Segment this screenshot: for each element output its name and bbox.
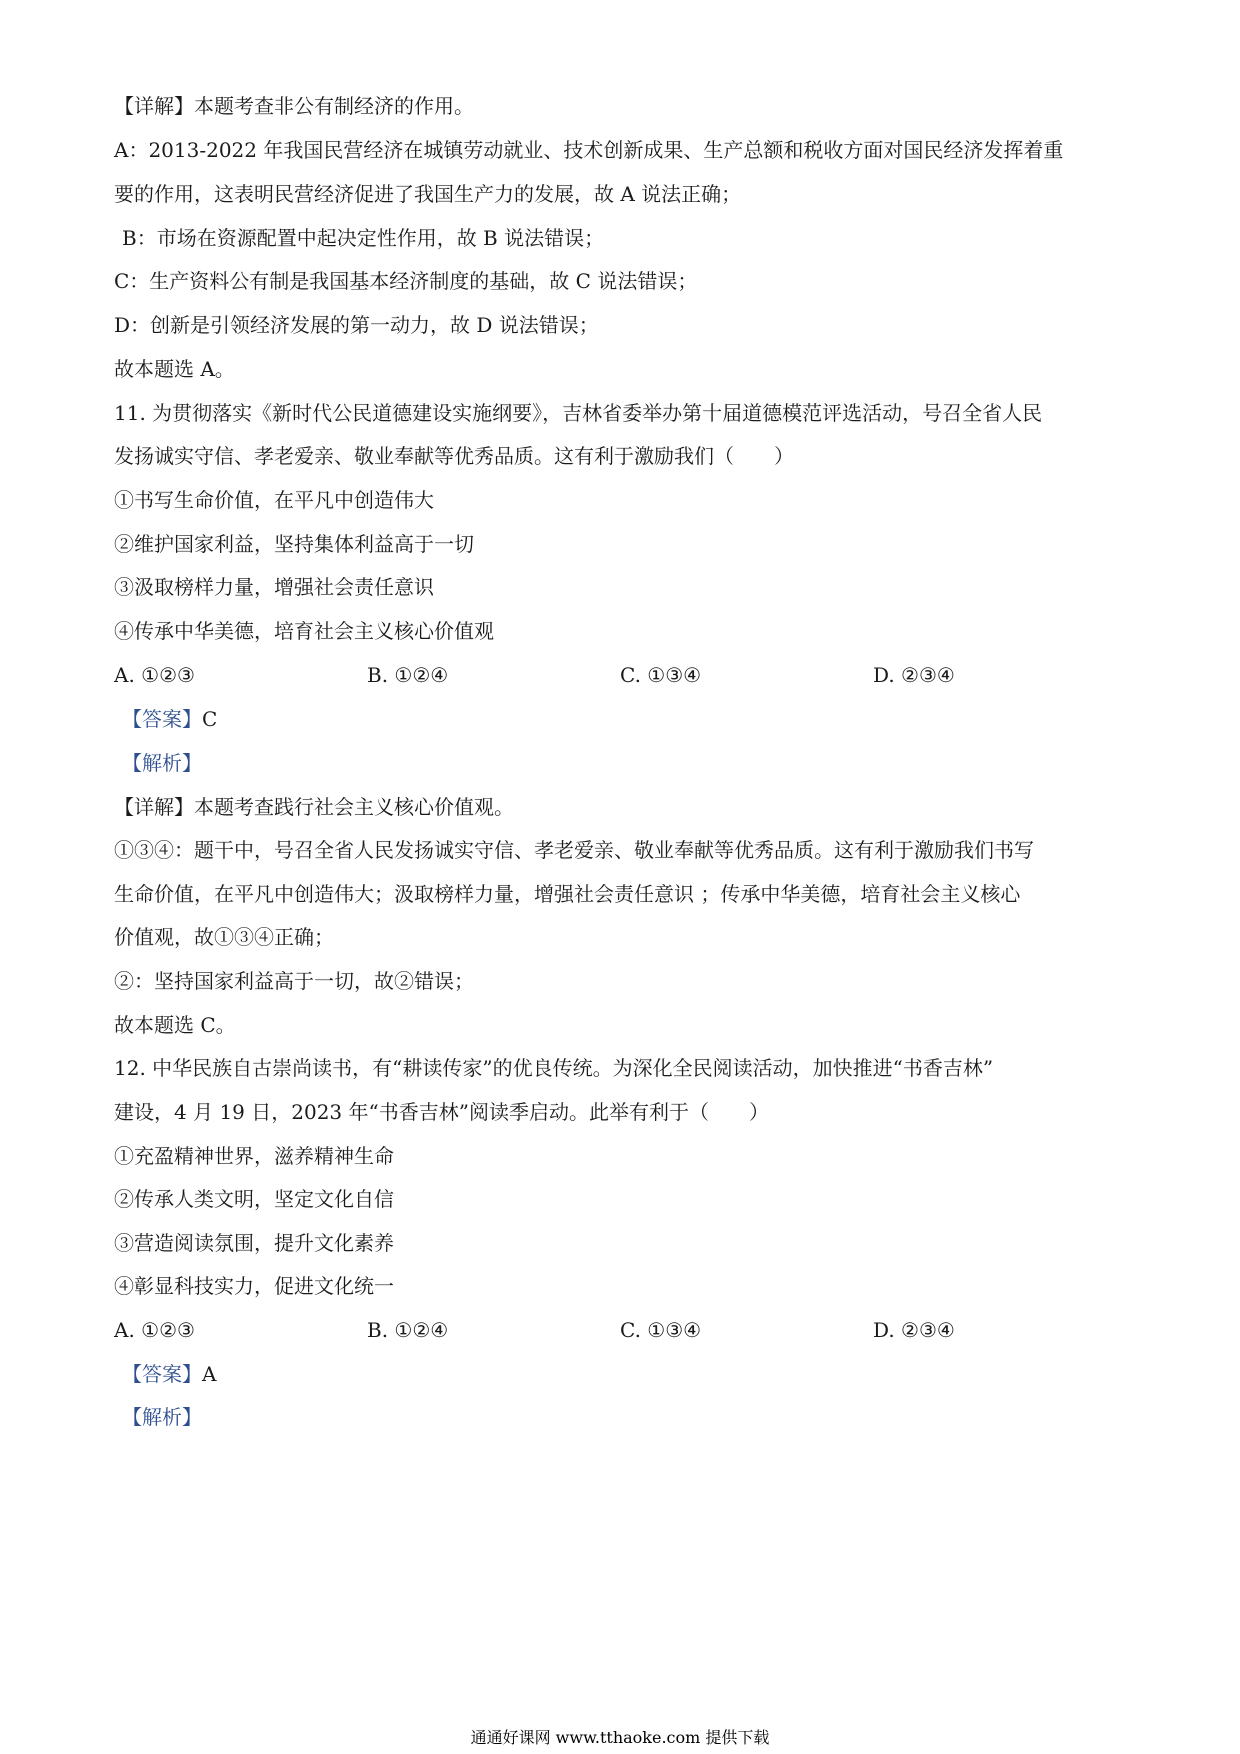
q11-answer-label: 【答案】 [122, 707, 202, 731]
q11-explanation-line2: 生命价值，在平凡中创造伟大；汲取榜样力量，增强社会责任意识 ；传承中华美德，培育社会主义核心 [114, 882, 1021, 906]
q11-detail-heading: 【详解】本题考查践行社会主义核心价值观。 [114, 795, 514, 819]
q12-option-b: B. ①②④ [367, 1318, 449, 1342]
q11-stem-line2: 发扬诚实守信、孝老爱亲、敬业奉献等优秀品质。这有利于激励我们（ ） [114, 444, 794, 468]
explanation-a-line1: A：2013-2022 年我国民营经济在城镇劳动就业、技术创新成果、生产总额和税收方面对国民经济发挥着重 [114, 138, 1064, 162]
q12-option-a: A. ①②③ [114, 1318, 195, 1342]
q12-analysis-label: 【解析】 [122, 1405, 202, 1429]
conclusion-q10: 故本题选 A。 [114, 357, 235, 381]
q11-item-3: ③汲取榜样力量，增强社会责任意识 [114, 575, 434, 599]
q12-item-4: ④彰显科技实力，促进文化统一 [114, 1274, 394, 1298]
q11-item-2: ②维护国家利益，坚持集体利益高于一切 [114, 532, 474, 556]
q11-stem-line1: 11. 为贯彻落实《新时代公民道德建设实施纲要》，吉林省委举办第十届道德模范评选活动，号召全省人民 [114, 401, 1043, 425]
q11-answer-value: C [202, 707, 218, 731]
explanation-a-line2: 要的作用，这表明民营经济促进了我国生产力的发展，故 A 说法正确； [114, 182, 742, 206]
q12-option-d: D. ②③④ [873, 1318, 955, 1342]
page-footer: 通通好课网 www.tthaoke.com 提供下载 [470, 1728, 770, 1747]
q11-explanation-line1: ①③④：题干中，号召全省人民发扬诚实守信、孝老爱亲、敬业奉献等优秀品质。这有利于激励我们书写 [114, 838, 1034, 862]
q11-explanation-line4: ②：坚持国家利益高于一切，故②错误； [114, 969, 474, 993]
explanation-c: C：生产资料公有制是我国基本经济制度的基础，故 C 说法错误； [114, 269, 698, 293]
q12-answer-value: A [202, 1362, 217, 1386]
q12-answer-label: 【答案】 [122, 1362, 202, 1386]
q12-item-2: ②传承人类文明，坚定文化自信 [114, 1187, 394, 1211]
explanation-d: D：创新是引领经济发展的第一动力，故 D 说法错误； [114, 313, 599, 337]
q12-item-1: ①充盈精神世界，滋养精神生命 [114, 1144, 394, 1168]
detail-heading-q10: 【详解】本题考查非公有制经济的作用。 [114, 94, 474, 118]
q11-option-b: B. ①②④ [367, 663, 449, 687]
q12-stem-line2: 建设，4 月 19 日，2023 年“书香吉林”阅读季启动。此举有利于（ ） [114, 1100, 769, 1124]
q12-option-c: C. ①③④ [620, 1318, 702, 1342]
q11-explanation-line3: 价值观，故①③④正确； [114, 925, 334, 949]
explanation-b: B：市场在资源配置中起决定性作用，故 B 说法错误； [122, 226, 605, 250]
q12-stem-line1: 12. 中华民族自古崇尚读书，有“耕读传家”的优良传统。为深化全民阅读活动，加快推进“书香吉林” [114, 1056, 994, 1080]
q11-item-1: ①书写生命价值，在平凡中创造伟大 [114, 488, 434, 512]
q11-option-c: C. ①③④ [620, 663, 702, 687]
q11-option-a: A. ①②③ [114, 663, 195, 687]
q11-item-4: ④传承中华美德，培育社会主义核心价值观 [114, 619, 494, 643]
q11-analysis-label: 【解析】 [122, 751, 202, 775]
q11-conclusion: 故本题选 C。 [114, 1013, 236, 1037]
q12-answer [122, 1360, 216, 1388]
q11-answer [122, 705, 217, 733]
q11-option-d: D. ②③④ [873, 663, 955, 687]
q12-item-3: ③营造阅读氛围，提升文化素养 [114, 1231, 394, 1255]
